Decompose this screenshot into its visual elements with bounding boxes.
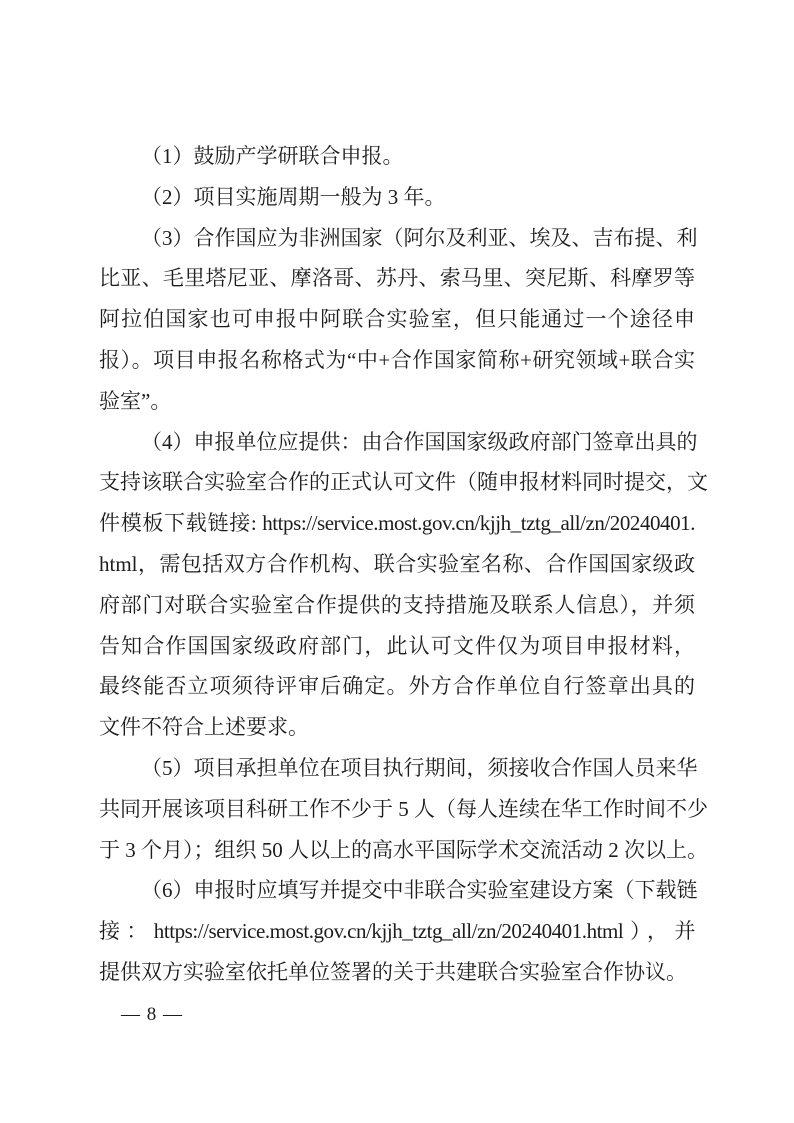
text-line: 接：https://service.most.gov.cn/kjjh_tztg_all/zn/20240401.html），并 bbox=[99, 919, 695, 944]
page-number: — 8 — bbox=[121, 1004, 183, 1025]
text-line: 阿拉伯国家也可申报中阿联合实验室，但只能通过一个途径申 bbox=[99, 307, 695, 332]
text-line: （1）鼓励产学研联合申报。 bbox=[141, 144, 404, 168]
text-line: 比亚、毛里塔尼亚、摩洛哥、苏丹、索马里、突尼斯、科摩罗等 bbox=[99, 266, 695, 291]
text-line: （5）项目承担单位在项目执行期间，须接收合作国人员来华 bbox=[141, 755, 698, 780]
text-line: 支持该联合实验室合作的正式认可文件（随申报材料同时提交，文 bbox=[99, 470, 708, 495]
document-body bbox=[99, 136, 708, 993]
text-line: 报）。项目申报名称格式为“中+合作国家简称+研究领域+联合实 bbox=[99, 347, 695, 372]
text-line: 件模板下载链接: https://service.most.gov.cn/kjjh_tztg_all/zn/20240401. bbox=[99, 511, 695, 536]
paragraph bbox=[99, 422, 708, 748]
paragraph bbox=[99, 218, 698, 422]
text-line: （6）申报时应填写并提交中非联合实验室建设方案（下载链 bbox=[141, 878, 698, 903]
text-line: 于 3 个月）；组织 50 人以上的高水平国际学术交流活动 2 次以上。 bbox=[99, 837, 708, 862]
paragraph bbox=[99, 136, 695, 177]
text-line: 府部门对联合实验室合作提供的支持措施及联系人信息），并须 bbox=[99, 592, 695, 617]
text-line: 最终能否立项须待评审后确定。外方合作单位自行签章出具的 bbox=[99, 674, 695, 699]
paragraph bbox=[99, 748, 708, 870]
text-line: （2）项目实施周期一般为 3 年。 bbox=[141, 184, 446, 209]
text-line: （3）合作国应为非洲国家（阿尔及利亚、埃及、吉布提、利 bbox=[141, 225, 698, 250]
paragraph bbox=[99, 870, 698, 992]
paragraph bbox=[99, 177, 695, 218]
text-line: （4）申报单位应提供：由合作国国家级政府部门签章出具的 bbox=[141, 429, 698, 454]
text-line: 提供双方实验室依托单位签署的关于共建联合实验室合作协议。 bbox=[99, 959, 687, 984]
text-line: 文件不符合上述要求。 bbox=[99, 715, 309, 740]
text-line: 告知合作国国家级政府部门，此认可文件仅为项目申报材料， bbox=[99, 633, 695, 658]
text-line: 验室”。 bbox=[99, 388, 172, 413]
text-line: 共同开展该项目科研工作不少于 5 人（每人连续在华工作时间不少 bbox=[99, 796, 708, 821]
text-line: html，需包括双方合作机构、联合实验室名称、合作国国家级政 bbox=[99, 551, 695, 576]
